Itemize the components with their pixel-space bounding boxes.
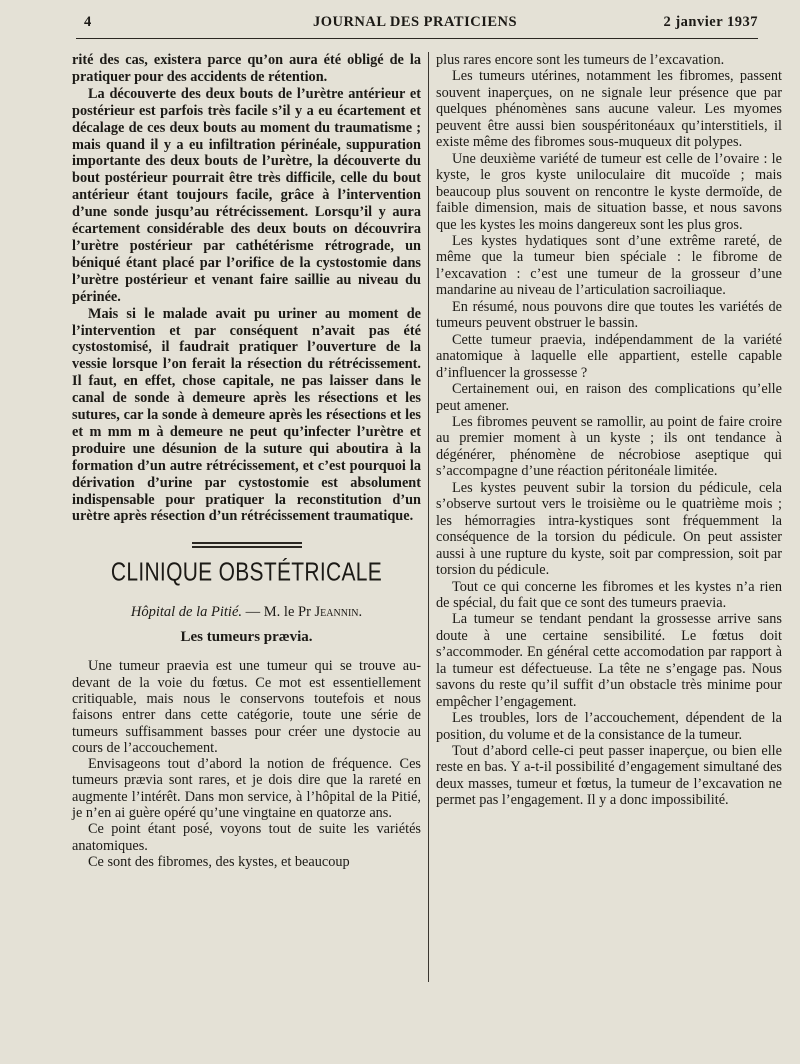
paragraph: Envisageons tout d’abord la notion de fréquence. Ces tumeurs prævia sont rares, et je dois dire que la rareté en augmente l’intérêt. Dans mon service, à l’hôpital de la Pitié, je n’en ai guère opéré qu’une vingtaine en quatorze ans. [72,756,421,822]
page-number: 4 [84,14,92,30]
paragraph: Ce sont des fibromes, des kystes, et beaucoup [88,853,350,870]
right-column [436,52,782,809]
urethra-article-continuation [72,52,421,525]
author-prefix: — M. le Pr [245,604,311,621]
paragraph: La tumeur se tendant pendant la grossesse arrive sans doute à une certaine sensibilité. Le fœtus doit s’accommoder. En général cette accomodation par rapport à la tumeur est défectueuse. La tête ne s’engage pas. Nous savons du reste qu’il suffit d’un obstacle très minime pour empêcher l’engagement. [436,611,782,710]
paragraph: Ce point étant posé, voyons tout de suite les variétés anatomiques. [72,821,421,854]
left-column [72,52,421,870]
paragraph: plus rares encore sont les tumeurs de l’excavation. [436,52,725,68]
paragraph: Certainement oui, en raison des complications qu’elle peut amener. [436,381,782,414]
paragraph: Tout ce qui concerne les fibromes et les kystes n’a rien de spécial, du fait que ce sont des tumeurs praevia. [436,578,782,611]
hospital-byline [72,604,421,621]
paragraph: Les fibromes peuvent se ramollir, au point de faire croire au premier moment à un kyste ; ils ont tendance à dégénérer, phénomène de nécrobiose aseptique qui s’accompagne d’une réaction péritonéale limitée. [436,413,782,480]
paragraph: Mais si le malade avait pu uriner au moment de l’intervention et par conséquent n’avait pas été cystostomisé, il faudrait pratiquer l’ouverture de la vessie lorsque l’on ferait la résection du rétrécissement. Il faut, en effet, chose capitale, ne pas laisser dans le canal de sonde à demeure après les résections et les sutures, car la sonde à demeure après les résections et les et m mm m à demeure ne peut qu’infecter l’urètre et produire une désunion de la suture qui aboutira à la formation d’un autre rétrécissement, et c’est pourquoi la dérivation d’urine par cystostomie est absolument indispensable pour pratiquer la reconstitution d’un urètre après résection d’un rétrécissement traumatique. [72,305,421,525]
paragraph: La découverte des deux bouts de l’urètre antérieur et postérieur est parfois très facile s’il y a eu écartement et décalage de ces deux bouts au moment du traumatisme ; mais quand il y a eu infiltration périnéale, suppuration importante des deux bouts de l’urètre, la découverte du bout postérieur pourrait être très difficile, celle du bout antérieur étant toujours facile, grâce à l’intervention d’une sonde jusqu’au rétrécissement. Lorsqu’il y aura écartement considérable des deux bouts on découvrira l’urètre postérieur par cathétérisme rétrograde, un béniqué étant placé par l’orifice de la cystostomie dans l’urètre postérieur et venant faire saillie au niveau du périnée. [72,85,421,305]
paragraph: Tout d’abord celle-ci peut passer inaperçue, ou bien elle reste en bas. Y a-t-il possibilité d’engagement simultané des deux masses, tumeur et fœtus, la tumeur de l’excavation ne permet pas l’engagement. Il y a donc impossibilité. [436,743,782,809]
obstetrics-article-start [72,658,421,870]
paragraph: Une deuxième variété de tumeur est celle de l’ovaire : le kyste, le gros kyste uniloculaire dit mucoïde ; mais beaucoup plus souvent on rencontre le kyste dermoïde, de faible dimension, mais de situation basse, et nous savons que les kystes les moins dangereux sont les plus gros. [436,150,782,233]
section-rubric: CLINIQUE OBSTÉTRICALE [110,558,383,588]
journal-title: JOURNAL DES PRATICIENS [312,14,518,30]
column-divider [428,52,429,982]
author-name: Jeannin. [314,604,363,621]
paragraph: Cette tumeur praevia, indépendamment de la variété anatomique à laquelle elle appartient, estelle capable d’influencer la grossesse ? [436,331,782,381]
paragraph: Les troubles, lors de l’accouchement, dépendent de la position, du volume et de la consistance de la tumeur. [436,710,782,743]
section-separator [192,542,302,548]
paragraph: Les tumeurs utérines, notamment les fibromes, passent souvent inaperçues, on ne signale leur présence que par quelques phénomènes sans aucune valeur. Les myomes peuvent être aussi bien souspéritonéaux qu’interstitiels, il existe même des fibromes sous-muqueux dit polypes. [436,68,782,151]
hospital-name: Hôpital de la Pitié. [130,604,243,621]
paragraph: Les kystes peuvent subir la torsion du pédicule, cela s’observe surtout vers le troisième ou le quatrième mois ; les hémorragies intra-kystiques sont fréquemment la conséquence de la torsion du pédicule. On peut assister aussi à une rupture du kyste, soit par compression, soit par torsion du pédicule. [436,479,782,579]
article-subtitle: Les tumeurs prævia. [180,629,313,646]
paragraph: rité des cas, existera parce qu’on aura été obligé de la pratiquer pour des accidents de rétention. [72,52,421,85]
page-header [72,14,758,36]
header-rule [76,38,758,39]
paragraph: Une tumeur praevia est une tumeur qui se trouve au-devant de la voie du fœtus. Ce mot est essentiellement critiquable, mais nous le conservons toutefois et nous faisons entrer dans cette catégorie, toute une série de tumeurs suffisamment basses pour créer une dystocie au cours de l’accouchement. [72,658,421,756]
issue-date: 2 janvier 1937 [663,14,758,30]
paragraph: Les kystes hydatiques sont d’une extrême rareté, de même que la tumeur bien spéciale : le fibrome de l’excavation : c’est une tumeur de la grosseur d’une mandarine au niveau de l’articulation sacroiliaque. [436,232,782,299]
paragraph: En résumé, nous pouvons dire que toutes les variétés de tumeurs peuvent obstruer le bassin. [436,298,782,332]
